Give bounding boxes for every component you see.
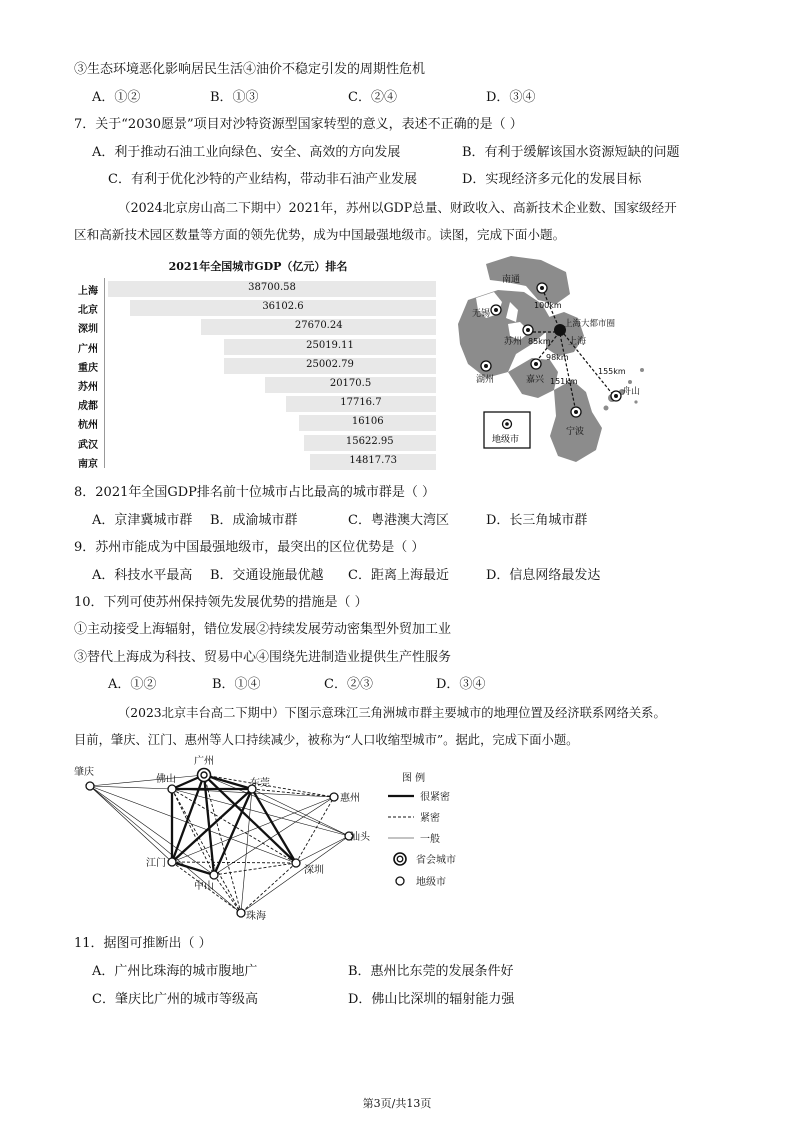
gdp-row — [74, 435, 442, 452]
question-11: 11．据图可推断出（ ） — [74, 936, 212, 951]
q7-option-c[interactable]: C．有利于优化沙特的产业结构，带动非石油产业发展 — [108, 172, 417, 187]
legend-title: 图 例 — [402, 773, 426, 784]
gdp-city-label: 杭州 — [78, 420, 98, 432]
q7-option-d[interactable]: D．实现经济多元化的发展目标 — [462, 172, 642, 187]
option-d[interactable]: D．信息网络最发达 — [486, 568, 601, 583]
option-a[interactable]: A．①② — [92, 90, 141, 105]
gdp-value-label: 27670.24 — [294, 320, 343, 332]
question-10: 10．下列可使苏州保持领先发展优势的措施是（ ） — [74, 595, 368, 610]
gdp-city-label: 上海 — [78, 286, 98, 297]
option-d[interactable]: D．③④ — [436, 677, 486, 692]
label-85km: 85km — [528, 337, 551, 346]
gdp-row — [74, 454, 442, 471]
gdp-row — [74, 415, 442, 432]
label-guangzhou: 广州 — [194, 756, 214, 767]
gdp-city-label: 深圳 — [78, 324, 98, 336]
option-c[interactable]: C．距离上海最近 — [348, 568, 449, 583]
option-c[interactable]: C．②④ — [348, 90, 397, 105]
gdp-city-label: 成都 — [78, 401, 98, 413]
q11-option-d[interactable]: D．佛山比深圳的辐射能力强 — [348, 992, 515, 1007]
gdp-row — [74, 319, 442, 336]
gdp-city-label: 广州 — [78, 343, 98, 355]
label-155km: 155km — [598, 367, 626, 376]
gdp-row — [74, 281, 442, 298]
gdp-row — [74, 358, 442, 375]
option-line-1: ③生态环境恶化影响居民生活④油价不稳定引发的周期性危机 — [74, 62, 426, 77]
gdp-value-label: 15622.95 — [345, 435, 394, 447]
label-zhoushan: 舟山 — [622, 387, 641, 397]
page-footer: 第3页/共13页 — [362, 1097, 432, 1110]
gdp-value-label: 16106 — [351, 416, 384, 428]
question-7: 7．关于“2030愿景”项目对沙特资源型国家转型的意义，表述不正确的是（ ） — [74, 117, 523, 132]
label-wuxi: 无锡 — [472, 309, 491, 319]
gdp-row — [74, 396, 442, 413]
intro-1a: （2024北京房山高二下期中）2021年，苏州以GDP总量、财政收入、高新技术企业数、国家级经开 — [118, 200, 677, 215]
intro-1b: 区和高新技术园区数量等方面的领先优势，成为中国最强地级市。读图，完成下面小题。 — [74, 227, 566, 242]
option-c[interactable]: C．粤港澳大湾区 — [348, 513, 449, 528]
q7-option-a[interactable]: A．利于推动石油工业向绿色、安全、高效的方向发展 — [92, 145, 401, 160]
label-foshan: 佛山 — [156, 774, 176, 785]
label-shenzhen: 深圳 — [304, 865, 324, 876]
gdp-bar-chart — [74, 254, 442, 468]
gdp-value-label: 25019.11 — [306, 339, 354, 351]
q10-options — [108, 677, 485, 693]
q11-option-b[interactable]: B．惠州比东莞的发展条件好 — [348, 964, 514, 979]
map1-legend — [484, 412, 530, 448]
gdp-value-label: 20170.5 — [329, 378, 372, 389]
gdp-row — [74, 377, 442, 394]
label-suzhou: 苏州 — [504, 337, 523, 347]
q7-option-b[interactable]: B．有利于缓解该国水资源短缺的问题 — [462, 145, 680, 160]
option-c[interactable]: C．②③ — [324, 677, 373, 692]
gdp-value-label: 14817.73 — [349, 454, 398, 466]
label-shanghai: 上海 — [568, 337, 587, 347]
legend-prefecture: 地级市 — [492, 435, 520, 445]
option-b[interactable]: B．交通设施最优越 — [210, 568, 324, 583]
question-9: 9．苏州市能成为中国最强地级市，最突出的区位优势是（ ） — [74, 540, 425, 555]
intro-2b: 目前，肇庆、江门、惠州等人口持续减少，被称为“人口收缩型城市”。据此，完成下面小题。 — [74, 733, 579, 747]
option-a[interactable]: A．京津冀城市群 — [92, 513, 193, 528]
gdp-city-label: 苏州 — [78, 382, 98, 393]
gdp-value-label: 25002.79 — [306, 358, 354, 370]
label-huizhou: 惠州 — [340, 793, 360, 804]
label-ningbo: 宁波 — [566, 427, 585, 437]
q8-options — [92, 513, 587, 529]
label-nantong: 南通 — [502, 275, 521, 285]
gdp-city-label: 南京 — [78, 458, 98, 470]
gdp-row — [74, 300, 442, 317]
option-b[interactable]: B．①③ — [210, 90, 259, 105]
q11-option-c[interactable]: C．肇庆比广州的城市等级高 — [92, 992, 258, 1007]
option-a[interactable]: A．①② — [108, 677, 157, 692]
option-d[interactable]: D．长三角城市群 — [486, 513, 588, 528]
label-zhongshan: 中山 — [194, 881, 214, 892]
map2-legend — [388, 771, 456, 888]
gdp-value-label: 17716.7 — [340, 397, 382, 409]
gdp-row — [74, 339, 442, 356]
label-100km: 100km — [534, 301, 562, 310]
question-8: 8．2021年全国GDP排名前十位城市占比最高的城市群是（ ） — [74, 485, 436, 500]
legend-capital: 省会城市 — [416, 855, 456, 866]
q9-options — [92, 568, 600, 584]
label-jiangmen: 江门 — [146, 858, 166, 869]
gdp-value-label: 36102.6 — [262, 301, 304, 313]
gdp-city-label: 武汉 — [78, 439, 98, 451]
intro-2a: （2023北京丰台高二下期中）下图示意珠江三角洲城市群主要城市的地理位置及经济联系网络关系。 — [118, 706, 666, 720]
gdp-city-label: 重庆 — [78, 362, 98, 374]
label-zhuhai: 珠海 — [246, 911, 266, 922]
label-huzhou: 湖州 — [476, 375, 495, 385]
yangtze-delta-map — [446, 252, 661, 464]
label-dongguan: 东莞 — [250, 778, 270, 789]
q6-options — [92, 90, 535, 106]
q10-statements-2: ③替代上海成为科技、贸易中心④围绕先进制造业提供生产性服务 — [74, 650, 452, 665]
legend-close: 紧密 — [420, 813, 440, 824]
prd-network-diagram — [74, 755, 494, 925]
option-d[interactable]: D．③④ — [486, 90, 536, 105]
q10-statements-1: ①主动接受上海辐射，错位发展②持续发展劳动密集型外贸加工业 — [74, 622, 452, 637]
option-b[interactable]: B．①④ — [212, 677, 261, 692]
label-shanghai-metro: 上海大都市圈 — [564, 319, 616, 329]
q11-option-a[interactable]: A．广州比珠海的城市腹地广 — [92, 964, 258, 979]
network-links — [90, 775, 349, 913]
legend-prefecture: 地级市 — [416, 877, 446, 888]
legend-very-close: 很紧密 — [420, 792, 450, 803]
label-151km: 151km — [550, 377, 578, 386]
legend-normal: 一般 — [420, 834, 440, 845]
chart-title: 2021年全国城市GDP（亿元）排名 — [168, 260, 348, 273]
label-jiaxing: 嘉兴 — [526, 375, 545, 385]
label-zhaoqing: 肇庆 — [74, 767, 94, 778]
gdp-city-label: 北京 — [78, 305, 98, 317]
option-a[interactable]: A．科技水平最高 — [92, 568, 193, 583]
option-b[interactable]: B．成渝城市群 — [210, 513, 298, 528]
label-98km: 98km — [546, 353, 569, 362]
gdp-value-label: 38700.58 — [248, 282, 296, 293]
label-shantou: 汕头 — [350, 832, 370, 843]
